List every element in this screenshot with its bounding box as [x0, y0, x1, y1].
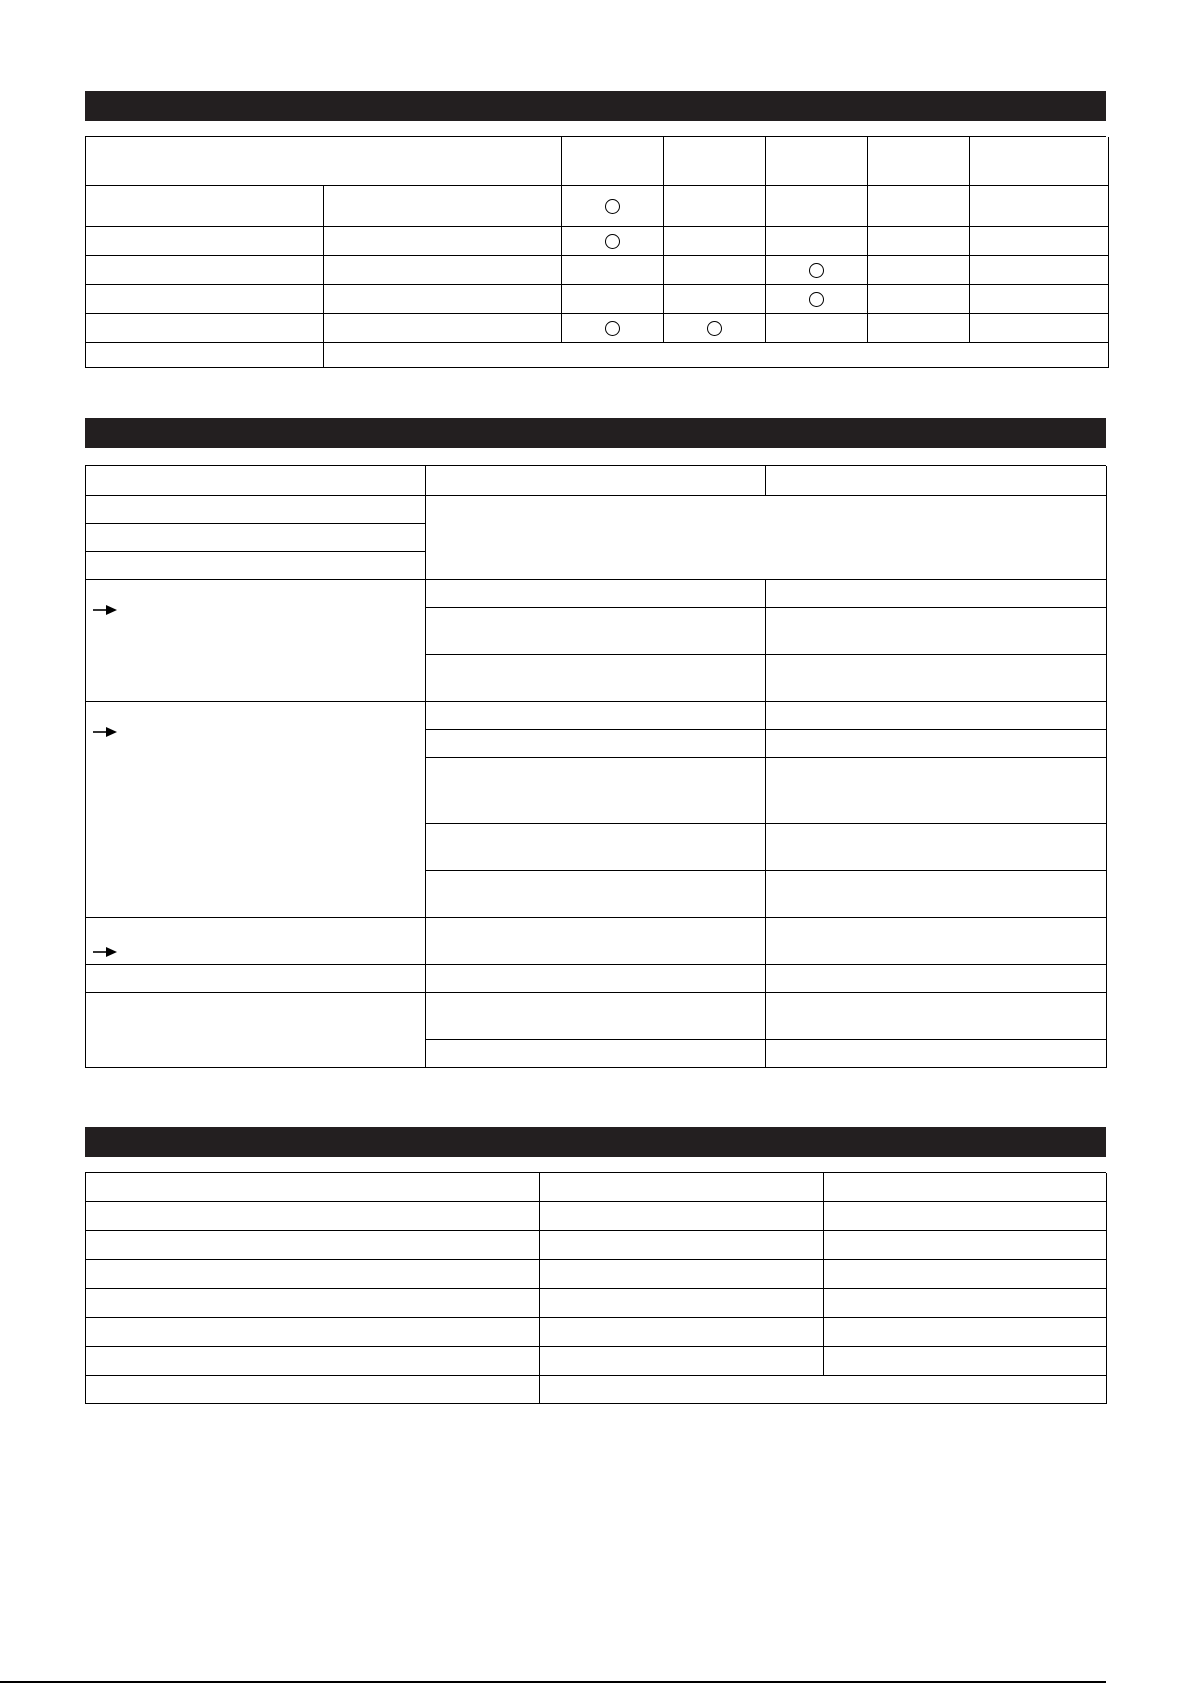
group-label-cell: [86, 993, 426, 1068]
footer-label: [86, 1376, 540, 1404]
table-cell: [766, 758, 1107, 824]
table-header-cell: [824, 1173, 1107, 1202]
page-bottom-rule: [0, 1681, 1106, 1683]
table-cell: [766, 702, 1107, 730]
table-cell: [86, 496, 426, 524]
table-cell: [766, 1040, 1107, 1068]
table-cell: [426, 993, 766, 1040]
arrow-right-icon: [92, 946, 118, 958]
table-cell: [86, 524, 426, 552]
mark-cell: [970, 285, 1109, 314]
mark-cell: [868, 256, 970, 285]
mark-cell: [664, 256, 766, 285]
row-sublabel: [324, 227, 562, 256]
table-cell: [426, 608, 766, 655]
mark-cell: [766, 256, 868, 285]
mark-cell: [664, 285, 766, 314]
table-cell: [426, 965, 766, 993]
table-cell: [426, 655, 766, 702]
mark-cell: [868, 285, 970, 314]
mark-cell: [664, 227, 766, 256]
table-cell: [86, 1260, 540, 1289]
row-sublabel: [324, 186, 562, 227]
table-header-cell: [562, 137, 664, 186]
row-label: [86, 186, 324, 227]
table-cell: [426, 580, 766, 608]
table-cell: [426, 702, 766, 730]
table-cell: [766, 965, 1107, 993]
mark-cell: [664, 314, 766, 343]
mark-cell: [970, 227, 1109, 256]
arrow-right-icon: [92, 726, 118, 738]
table-header-cell: [426, 466, 766, 496]
circle-mark-icon: [605, 321, 620, 336]
mark-cell: [562, 256, 664, 285]
table-header-cell: [86, 137, 562, 186]
table-cell: [426, 824, 766, 871]
table-cell: [86, 1202, 540, 1231]
circle-mark-icon: [809, 292, 824, 307]
row-label: [86, 285, 324, 314]
section-3-title-bar: [85, 1127, 1106, 1157]
table-cell: [426, 758, 766, 824]
circle-mark-icon: [605, 199, 620, 214]
mark-cell: [562, 186, 664, 227]
arrow-right-icon: [92, 604, 118, 616]
table-cell: [86, 552, 426, 580]
row-sublabel: [324, 285, 562, 314]
table-header-cell: [766, 466, 1107, 496]
section-2-title-bar: [85, 418, 1106, 448]
row-label: [86, 314, 324, 343]
table-cell: [86, 1318, 540, 1347]
mark-cell: [868, 314, 970, 343]
table-cell: [540, 1289, 824, 1318]
table-cell: [766, 871, 1107, 918]
row-sublabel: [324, 314, 562, 343]
table-cell: [540, 1318, 824, 1347]
table-cell: [766, 993, 1107, 1040]
footer-value: [540, 1376, 1107, 1404]
table-cell: [86, 1289, 540, 1318]
mark-cell: [664, 186, 766, 227]
table-header-cell: [86, 1173, 540, 1202]
table-header-cell: [86, 466, 426, 496]
table-cell: [86, 965, 426, 993]
row-label: [86, 256, 324, 285]
table-cell: [540, 1202, 824, 1231]
table-cell: [540, 1231, 824, 1260]
table-cell: [86, 1231, 540, 1260]
mark-cell: [868, 227, 970, 256]
mark-cell: [766, 285, 868, 314]
footer-label: [86, 343, 324, 368]
section-3-table: [85, 1172, 1106, 1404]
circle-mark-icon: [605, 234, 620, 249]
table-cell: [426, 1040, 766, 1068]
footer-value: [324, 343, 1109, 368]
table-cell: [86, 1347, 540, 1376]
table-header-cell: [766, 137, 868, 186]
table-cell: [766, 918, 1107, 965]
table-cell: [766, 730, 1107, 758]
circle-mark-icon: [809, 263, 824, 278]
row-label: [86, 227, 324, 256]
table-cell: [766, 580, 1107, 608]
section-1-title-bar: [85, 91, 1106, 121]
section-1-table: [85, 136, 1106, 368]
mark-cell: [970, 314, 1109, 343]
circle-mark-icon: [707, 321, 722, 336]
row-sublabel: [324, 256, 562, 285]
group-label-cell: [86, 702, 426, 918]
mark-cell: [766, 314, 868, 343]
section-2-table: [85, 465, 1106, 1068]
table-header-cell: [664, 137, 766, 186]
table-header-cell: [540, 1173, 824, 1202]
table-header-cell: [970, 137, 1109, 186]
merged-note-cell: [426, 496, 1107, 580]
table-cell: [426, 730, 766, 758]
group-label-cell: [86, 918, 426, 965]
mark-cell: [970, 186, 1109, 227]
table-cell: [540, 1260, 824, 1289]
table-cell: [766, 824, 1107, 871]
table-cell: [540, 1347, 824, 1376]
mark-cell: [970, 256, 1109, 285]
mark-cell: [562, 314, 664, 343]
group-label-cell: [86, 580, 426, 702]
table-cell: [824, 1202, 1107, 1231]
table-cell: [824, 1289, 1107, 1318]
mark-cell: [868, 186, 970, 227]
table-cell: [766, 608, 1107, 655]
table-cell: [426, 918, 766, 965]
table-cell: [824, 1231, 1107, 1260]
table-cell: [824, 1347, 1107, 1376]
table-cell: [824, 1318, 1107, 1347]
table-cell: [426, 871, 766, 918]
table-cell: [824, 1260, 1107, 1289]
mark-cell: [766, 227, 868, 256]
table-cell: [766, 655, 1107, 702]
table-header-cell: [868, 137, 970, 186]
mark-cell: [562, 227, 664, 256]
mark-cell: [766, 186, 868, 227]
mark-cell: [562, 285, 664, 314]
